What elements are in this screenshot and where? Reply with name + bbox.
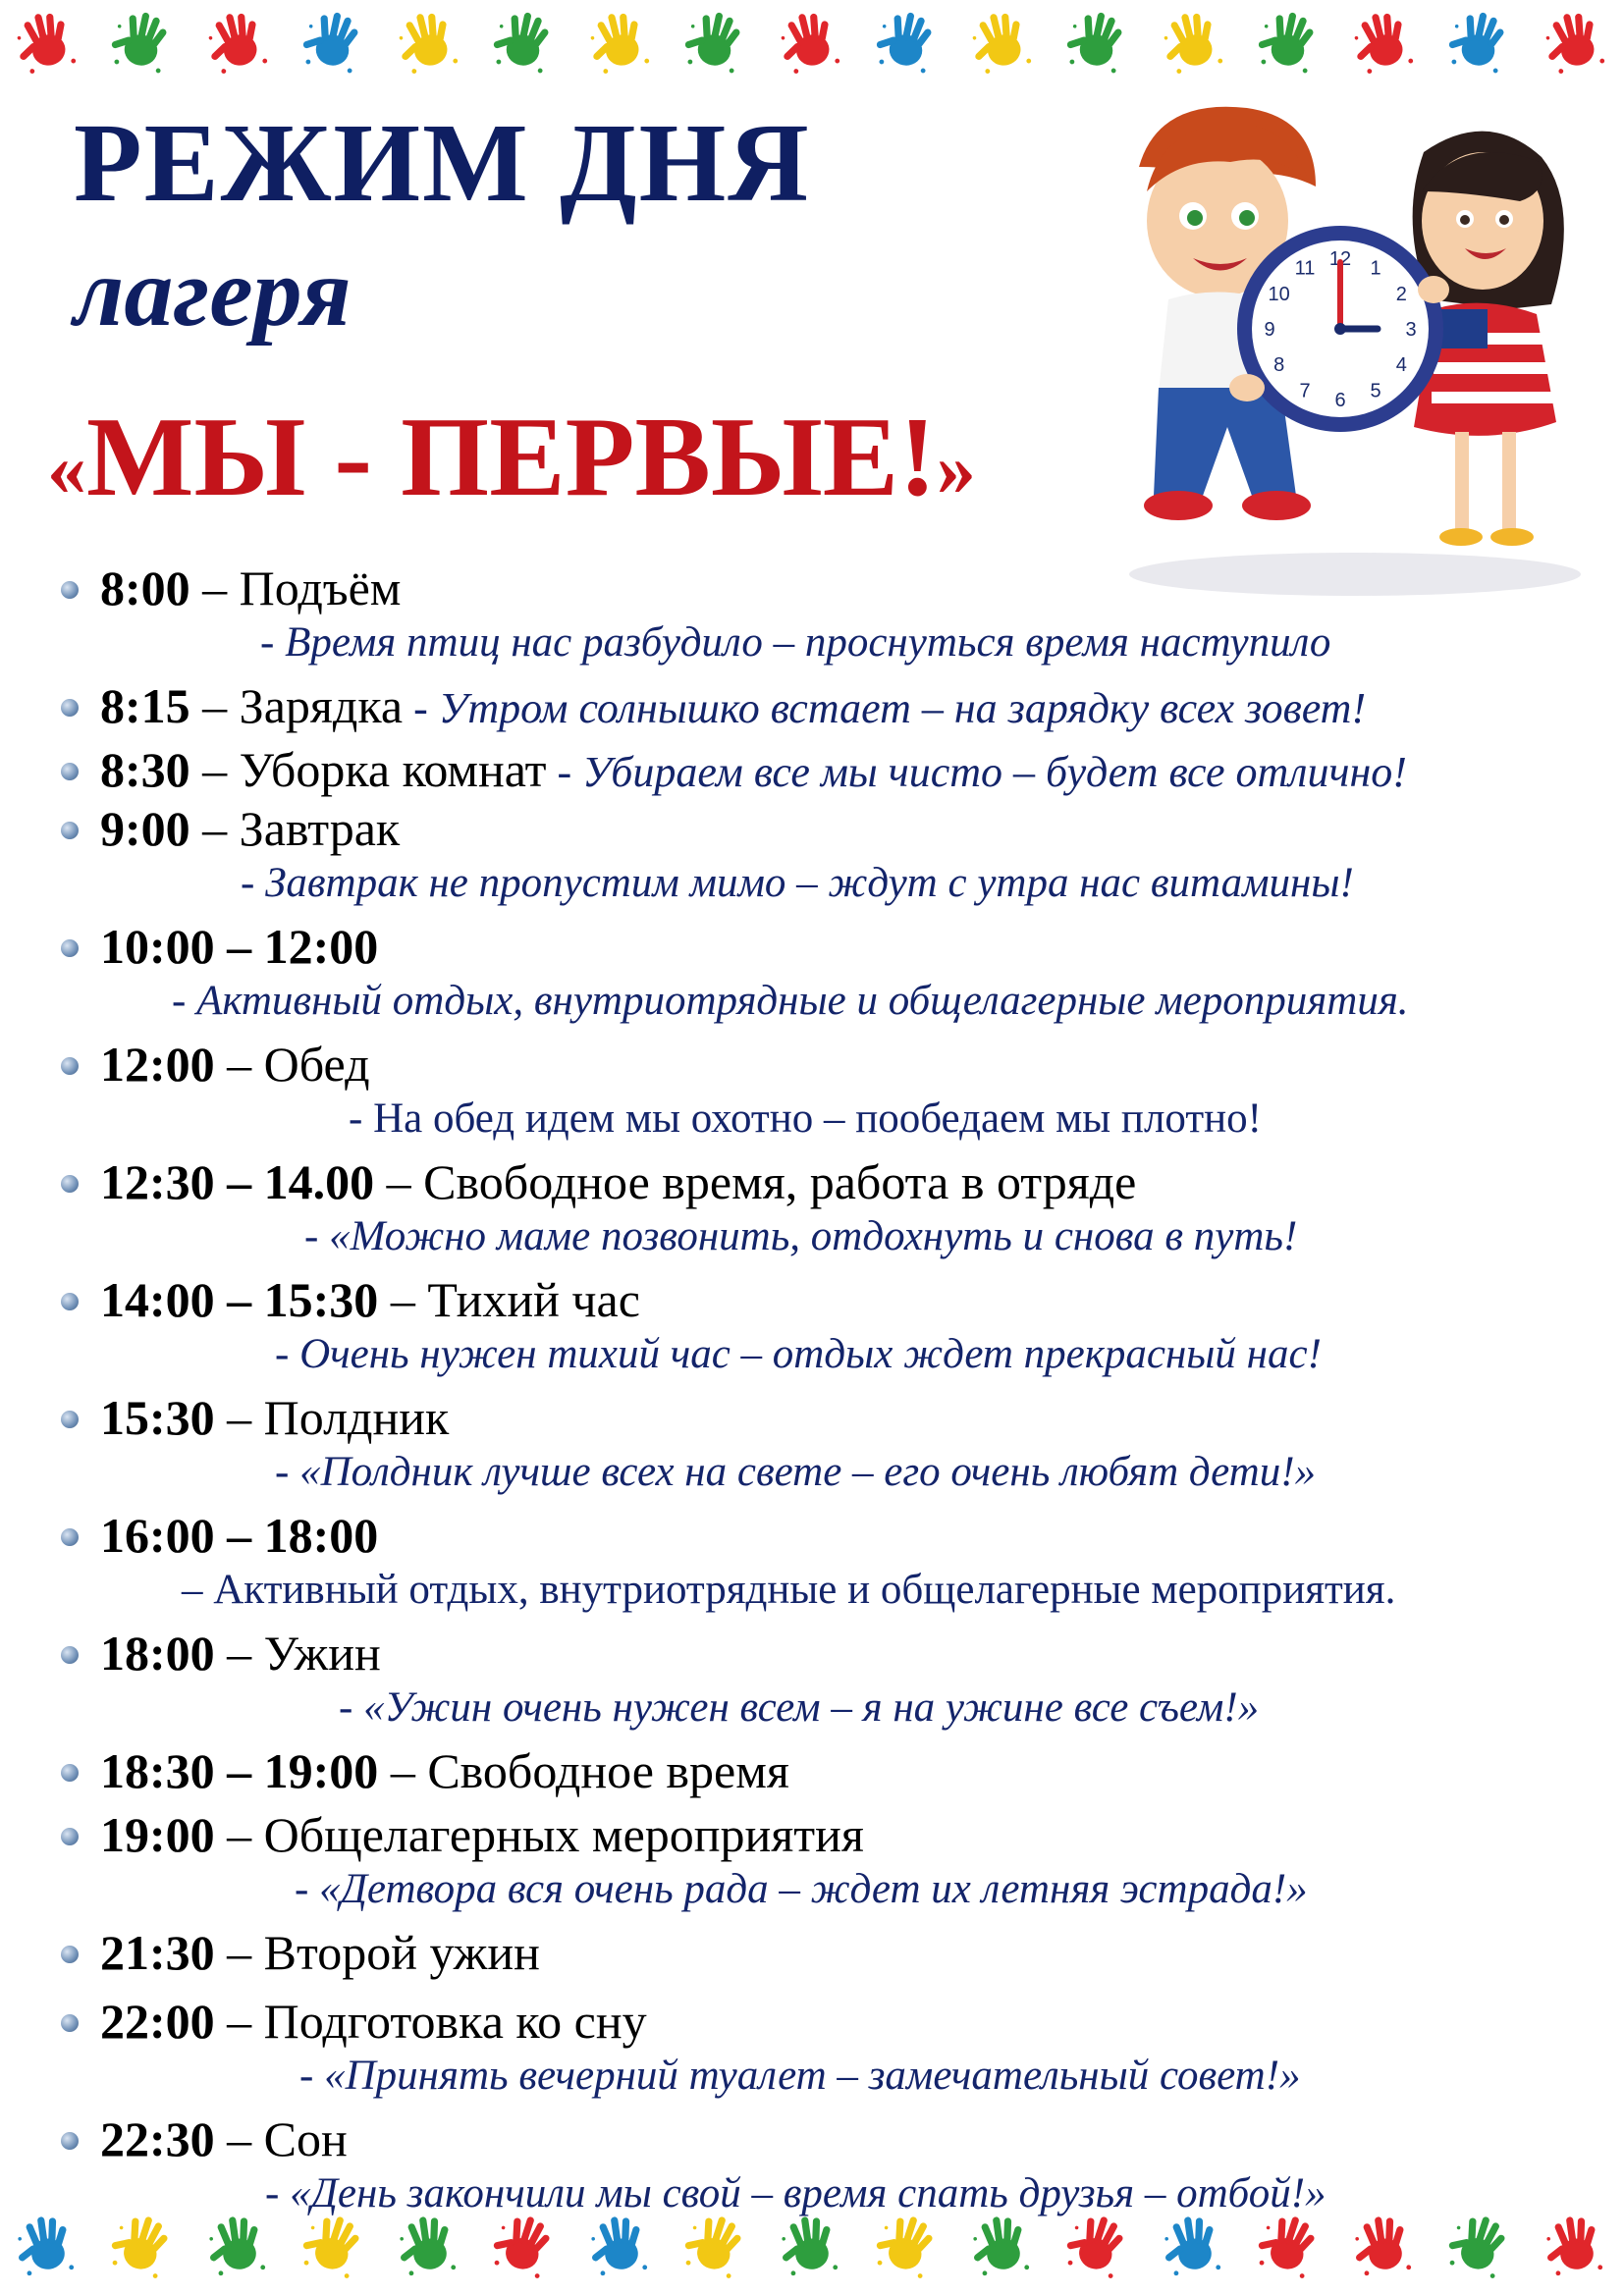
schedule-activity: Сон [263,2111,348,2166]
schedule-item [61,677,1366,734]
schedule-activity: Ужин [263,1626,381,1681]
camp-name-text: МЫ - ПЕРВЫЕ! [86,395,937,520]
schedule-rhyme: - «Принять вечерний туалет – замечательный совет!» [299,2053,1301,2099]
hand-print-icon [390,2207,469,2286]
time-separator: – [189,561,240,615]
schedule-item [61,1742,789,1799]
schedule-activity: Подъём [239,561,402,615]
schedule-item [61,1153,1136,1210]
time-separator: – [378,1743,428,1798]
bullet-icon [61,2132,79,2150]
bullet-icon [61,699,79,717]
schedule-rhyme: – Активный отдых, внутриотрядные и общелагерные мероприятия. [182,1567,1396,1613]
clock-number: 10 [1268,284,1290,305]
schedule-rhyme: - «День закончили мы свой – время спать друзья – отбой!» [265,2170,1326,2216]
clock-number: 12 [1328,248,1352,270]
clock-number: 6 [1334,390,1346,411]
schedule-item [61,560,401,616]
schedule-activity: Свободное время [427,1743,789,1798]
schedule-item [61,918,378,975]
hand-print-icon [962,2207,1042,2286]
bullet-icon [61,1528,79,1546]
schedule-activity: Свободное время, работа в отряде [423,1154,1137,1209]
schedule-rhyme: - Активный отдых, внутриотрядные и общелагерные мероприятия. [172,978,1409,1024]
time-separator: – [214,2111,264,2166]
schedule-activity: Уборка комнат [239,742,547,797]
quote-close: » [936,426,976,512]
hand-print-icon [580,2207,660,2286]
clock-number: 1 [1370,257,1381,280]
clock-number: 2 [1395,284,1407,305]
hand-print-icon [292,1,375,84]
hand-print-icon [1154,2207,1233,2286]
time-separator: – [189,801,240,856]
schedule-rhyme: - Убираем все мы чисто – будет все отлично! [546,748,1407,796]
schedule-item [61,1389,449,1446]
schedule-activity: Полдник [263,1390,450,1445]
page-subtitle: лагеря [74,238,352,347]
hand-print-icon [772,2207,851,2286]
schedule-rhyme: - Утром солнышко встает – на зарядку всех зовет! [403,684,1367,732]
bullet-icon [61,1946,79,1963]
time-separator: – [214,1994,264,2049]
bullet-icon [61,581,79,599]
schedule-rhyme: - Завтрак не пропустим мимо – ждут с утра нас витамины! [241,860,1354,906]
bullet-icon [61,1057,79,1075]
hand-print-icon [387,0,472,85]
hand-print-icon [1435,2203,1525,2292]
time-separator: – [214,1390,264,1445]
schedule-time: 12:30 – 14.00 [100,1154,375,1209]
hand-print-icon [195,0,281,85]
hand-print-icon [1151,0,1236,85]
schedule-item [61,1507,378,1564]
schedule-time: 9:00 [100,801,190,856]
clock-number: 3 [1405,319,1417,341]
hand-print-icon [1247,1,1330,84]
bullet-icon [61,763,79,780]
bullet-icon [61,2014,79,2032]
time-separator: – [189,678,240,733]
schedule-item [61,1625,381,1682]
schedule-activity: Второй ужин [263,1925,540,1980]
schedule-item [61,1806,864,1863]
schedule-time: 22:30 [100,2111,215,2166]
hand-print-icon [101,1,185,84]
clock-number: 8 [1273,354,1285,376]
clock-number: 9 [1264,319,1275,341]
schedule-time: 8:15 [100,678,190,733]
schedule-item [61,1271,640,1328]
top-hand-border [0,0,1624,88]
hand-print-icon [577,0,663,85]
bullet-icon [61,1764,79,1782]
clock-number: 5 [1370,380,1381,402]
schedule-rhyme: - На обед идем мы охотно – пообедаем мы плотно! [349,1095,1262,1142]
schedule-item [61,2110,348,2167]
clock-icon [1237,226,1443,432]
hand-print-icon [483,1,567,84]
schedule-activity: Зарядка [239,678,404,733]
hand-print-icon [674,1,757,84]
schedule-item [61,800,400,857]
schedule-activity: Обед [263,1037,370,1092]
schedule-time: 19:00 [100,1807,215,1862]
schedule-time: 18:00 [100,1626,215,1681]
schedule-time: 15:30 [100,1390,215,1445]
clock-number: 7 [1299,380,1311,402]
hand-print-icon [1438,1,1522,84]
schedule-rhyme: - «Детвора вся очень рада – ждет их летняя эстрада!» [295,1866,1308,1912]
hand-print-icon [98,2203,188,2292]
hand-print-icon [1056,1,1140,84]
bullet-icon [61,1646,79,1664]
schedule-item [61,1924,540,1981]
schedule-rhyme: - «Полдник лучше всех на свете – его очень любят дети!» [275,1449,1317,1495]
hand-print-icon [1533,0,1618,85]
time-separator: – [214,1807,264,1862]
schedule-item [61,1036,370,1093]
time-separator: – [214,1925,264,1980]
schedule-rhyme: - «Ужин очень нужен всем – я на ужине все съем!» [339,1684,1260,1731]
schedule-time: 21:30 [100,1925,215,1980]
schedule-rhyme: - «Можно маме позвонить, отдохнуть и снова в путь! [304,1213,1298,1259]
hand-print-icon [865,1,948,84]
schedule-rhyme: - Время птиц нас разбудило – проснуться время наступило [260,619,1331,666]
bullet-icon [61,1411,79,1428]
schedule-time: 8:00 [100,561,190,615]
hand-print-icon [1341,0,1427,85]
bullet-icon [61,1828,79,1845]
schedule-time: 14:00 – 15:30 [100,1272,379,1327]
schedule-time: 10:00 – 12:00 [100,919,379,974]
schedule-activity: Тихий час [427,1272,640,1327]
hand-print-icon [198,2207,278,2286]
schedule-item [61,741,1407,798]
hand-print-icon [769,0,854,85]
page-title: РЕЖИМ ДНЯ [74,100,811,225]
time-separator: – [378,1272,428,1327]
quote-open: « [47,426,86,512]
schedule-time: 22:00 [100,1994,215,2049]
hand-print-icon [959,0,1045,85]
hand-print-icon [4,0,89,85]
time-separator: – [214,1626,264,1681]
schedule-time: 12:00 [100,1037,215,1092]
hand-print-icon [1536,2207,1615,2286]
hand-print-icon [1344,2207,1424,2286]
schedule-activity: Завтрак [239,801,401,856]
hand-print-icon [7,2207,86,2286]
clock-number: 11 [1294,257,1316,280]
bullet-icon [61,1293,79,1310]
time-separator: – [189,742,240,797]
schedule-item [61,1993,647,2050]
schedule-time: 8:30 [100,742,190,797]
bullet-icon [61,1175,79,1193]
bullet-icon [61,939,79,957]
time-separator: – [214,1037,264,1092]
schedule-time: 16:00 – 18:00 [100,1508,379,1563]
time-separator: – [374,1154,424,1209]
kids-clock-illustration [1100,93,1610,604]
schedule-time: 18:30 – 19:00 [100,1743,379,1798]
schedule-activity: Общелагерных мероприятия [263,1807,864,1862]
schedule-activity: Подготовка ко сну [263,1994,647,2049]
schedule-rhyme: - Очень нужен тихий час – отдых ждет прекрасный нас! [275,1331,1322,1377]
camp-name [47,393,976,523]
bullet-icon [61,822,79,839]
clock-number: 4 [1395,354,1407,376]
